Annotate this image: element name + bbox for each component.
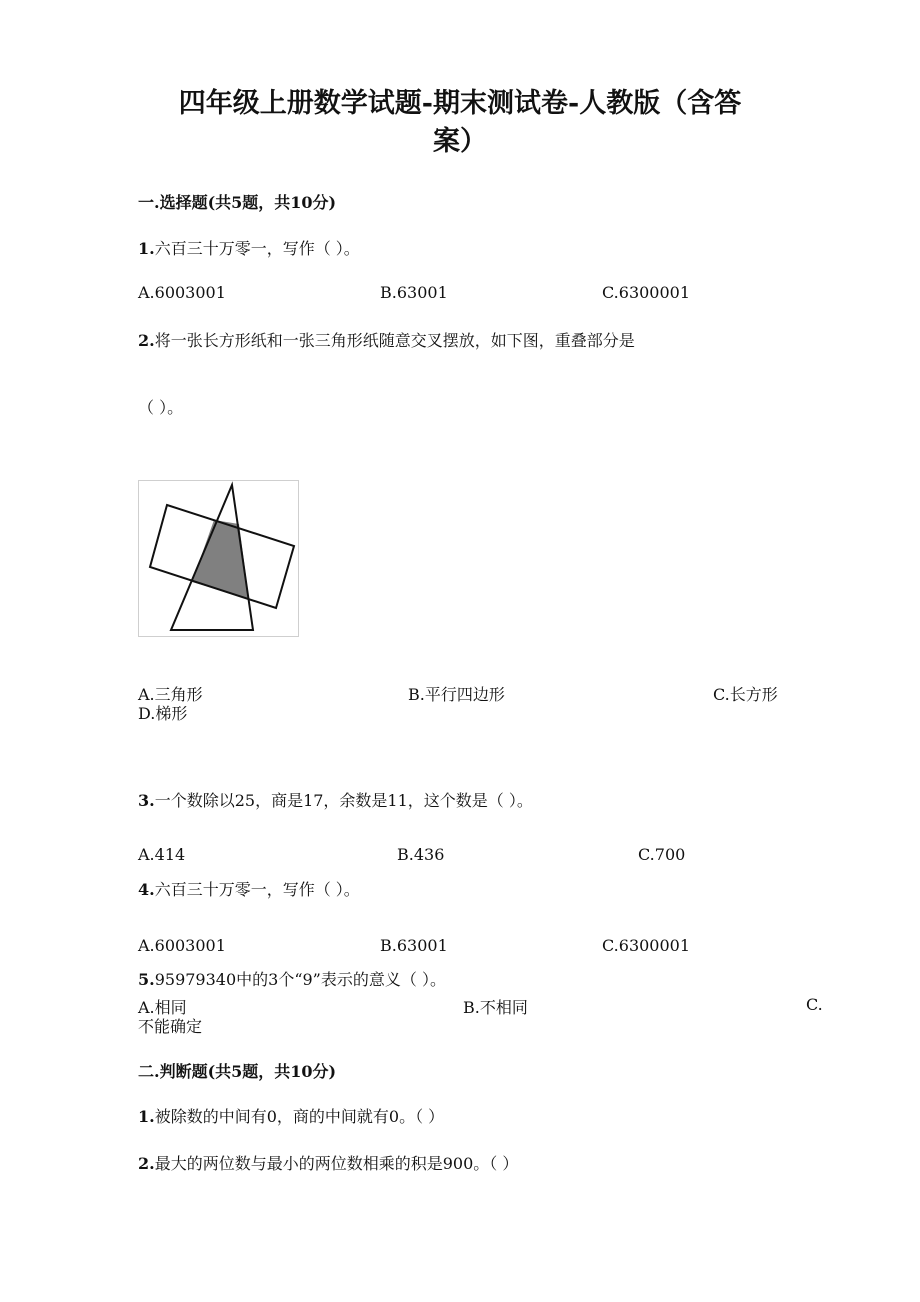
q5-option-c-text: 不能确定 [138, 1017, 203, 1036]
question-3 [138, 788, 533, 811]
q5-option-c[interactable]: C. [806, 995, 823, 1014]
q4-option-c[interactable]: C.6300001 [602, 936, 691, 955]
question-number: 2. [138, 331, 155, 350]
question-text: 将一张长方形纸和一张三角形纸随意交叉摆放，如下图，重叠部分是 [154, 331, 635, 350]
question-1 [138, 236, 360, 259]
question-number: 5. [138, 970, 155, 989]
question-2 [138, 328, 635, 351]
question-text: 六百三十万零一，写作（ ）。 [154, 880, 360, 899]
q2-option-a[interactable]: A.三角形 [138, 685, 203, 704]
triangle-rectangle-overlap-diagram [139, 481, 298, 636]
question-text: 被除数的中间有0，商的中间就有0。（ ） [154, 1107, 445, 1126]
overlap-figure [138, 480, 299, 637]
q1-option-a[interactable]: A.6003001 [138, 283, 226, 302]
q1-option-c[interactable]: C.6300001 [602, 283, 691, 302]
page-title-line1: 四年级上册数学试题-期末测试卷-人教版（含答 [178, 88, 742, 119]
question-4 [138, 877, 360, 900]
q2-option-d[interactable]: D.梯形 [138, 704, 188, 723]
q3-option-b[interactable]: B.436 [397, 845, 445, 864]
question-text: 六百三十万零一，写作（ ）。 [154, 239, 360, 258]
page-title-line2: 案） [433, 126, 487, 157]
question-5 [138, 967, 446, 990]
section-heading-judgment: 二.判断题(共5题，共10分) [138, 1062, 337, 1081]
q1-option-b[interactable]: B.63001 [380, 283, 448, 302]
q3-option-a[interactable]: A.414 [138, 845, 186, 864]
question-text: 最大的两位数与最小的两位数相乘的积是900。（ ） [154, 1154, 519, 1173]
q5-option-a[interactable]: A.相同 [138, 998, 187, 1017]
q3-option-c[interactable]: C.700 [638, 845, 686, 864]
q2-option-b[interactable]: B.平行四边形 [408, 685, 505, 704]
q5-option-b[interactable]: B.不相同 [463, 998, 528, 1017]
question-number: 4. [138, 880, 155, 899]
question-number: 1. [138, 1107, 155, 1126]
question-number: 1. [138, 239, 155, 258]
question-number: 3. [138, 791, 155, 810]
judgment-question-2 [138, 1151, 518, 1174]
section-heading-choice: 一.选择题(共5题，共10分) [138, 193, 337, 212]
question-number: 2. [138, 1154, 155, 1173]
question-text: 一个数除以25，商是17，余数是11，这个数是（ ）。 [154, 791, 533, 810]
question-2-continuation: （ ）。 [138, 398, 184, 417]
q2-option-c[interactable]: C.长方形 [713, 685, 778, 704]
judgment-question-1 [138, 1104, 444, 1127]
q4-option-a[interactable]: A.6003001 [138, 936, 226, 955]
q4-option-b[interactable]: B.63001 [380, 936, 448, 955]
question-text: 95979340中的3个“9”表示的意义（ ）。 [154, 970, 446, 989]
